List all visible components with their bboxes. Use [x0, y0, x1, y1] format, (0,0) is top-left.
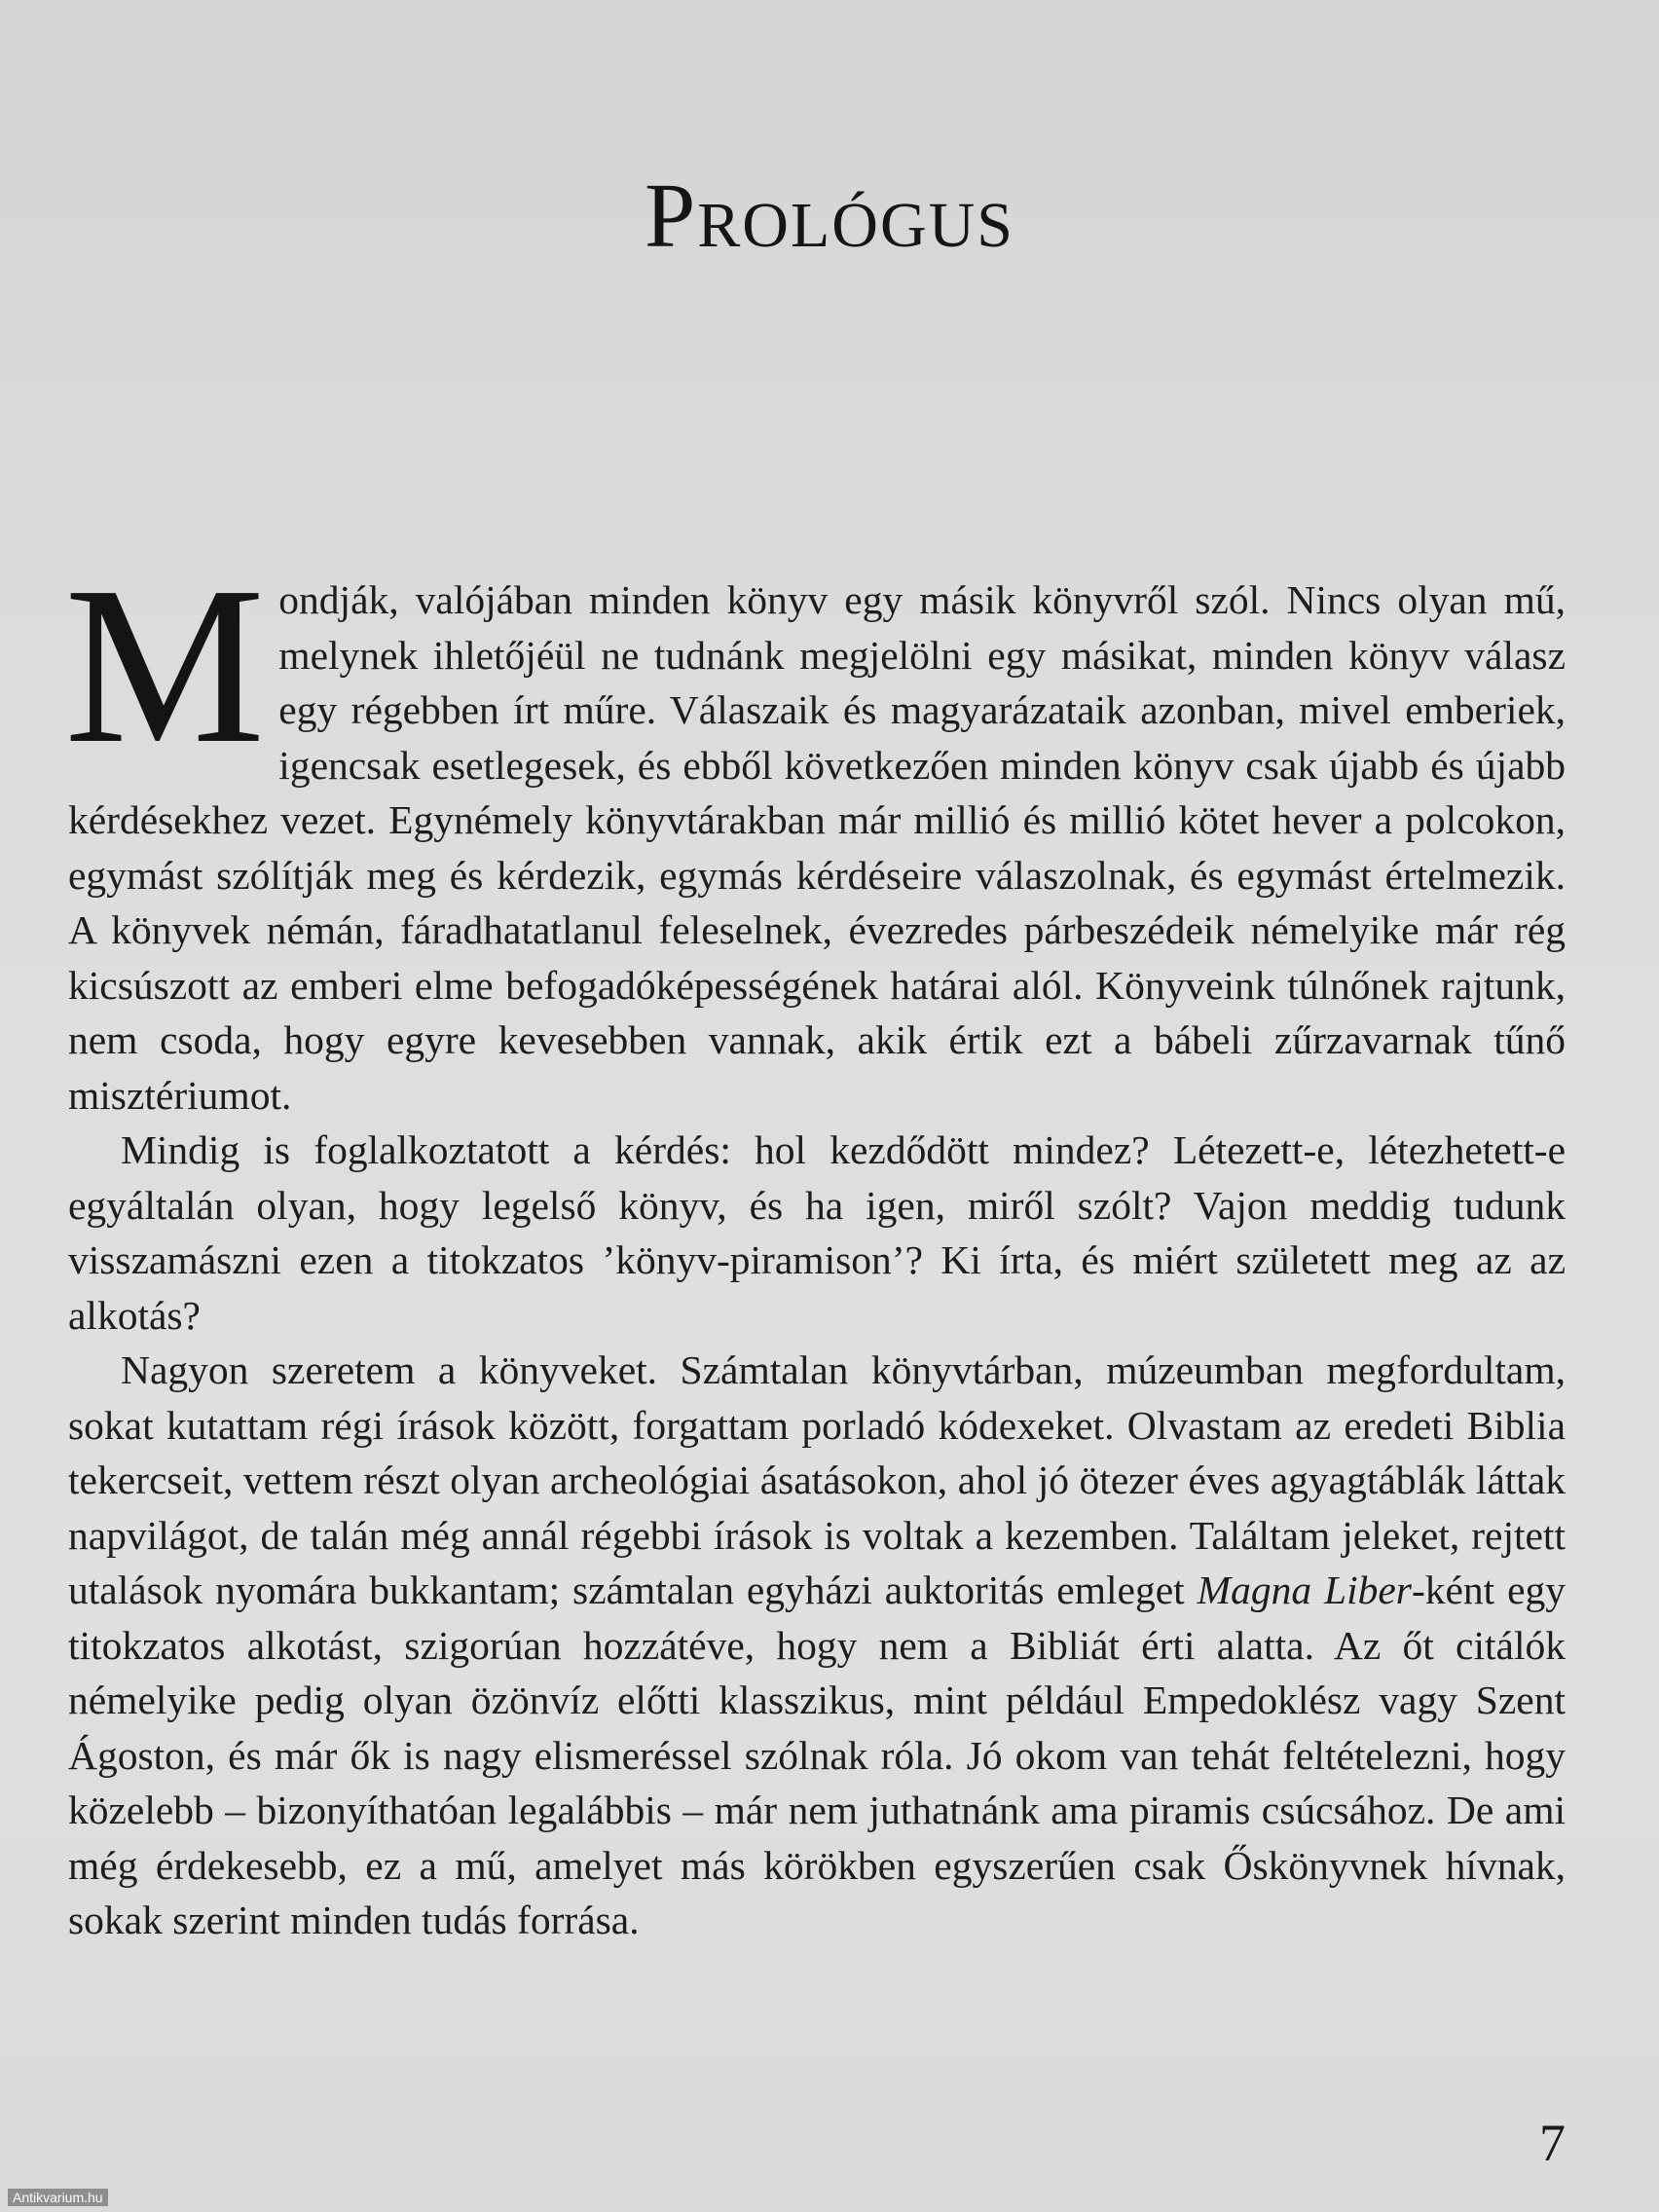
- page-number: 7: [1539, 2114, 1566, 2172]
- body-text: [64, 540, 1567, 1948]
- watermark: Antikvarium.hu: [8, 2189, 108, 2206]
- drop-cap: M: [64, 540, 266, 791]
- paragraph-3-text-a: Nagyon szeretem a könyveket. Számtalan könyvtárban, múzeumban megfordultam, sokat kutattam régi írások között, forgattam porladó kódexeket. Olvastam az eredeti Biblia tekercseit, vettem részt olyan archeológiai ásatásokon, ahol jó ötezer éves agyagtáblák láttak napvilágot, de talán még annál régebbi írások is voltak a kezemben. Találtam jeleket, rejtett utalások nyomára bukkantam; számtalan egyházi auktoritás emleget: [68, 1347, 1566, 1612]
- paragraph-3: [68, 1343, 1566, 1948]
- paragraph-1-text: ondják, valójában minden könyv egy másik könyvről szól. Nincs olyan mű, melynek ihletőjéül ne tudnánk megjelölni egy másikat, minden könyv válasz egy régebben írt műre. Válaszaik és magyarázataik azonban, mivel emberiek, igencsak esetlegesek, és ebből következően minden könyv csak újabb és újabb kérdésekhez vezet. Egynémely könyvtárakban már millió és millió kötet hever a polcokon, egymást szólítják meg és kérdezik, egymás kérdéseire válaszolnak, és egymást értelmezik. A könyvek némán, fáradhatatlanul feleselnek, évezredes párbeszédeik némelyike már rég kicsúszott az emberi elme befogadóképességének határai alól. Könyveink túlnőnek rajtunk, nem csoda, hogy egyre kevesebben vannak, akik értik ezt a bábeli zűrzavarnak tűnő misztériumot.: [68, 577, 1566, 1118]
- paragraph-2: Mindig is foglalkoztatott a kérdés: hol kezdődött mindez? Létezett-e, létezhetett-e egyáltalán olyan, hogy legelső könyv, és ha igen, miről szólt? Vajon meddig tudunk visszamászni ezen a titokzatos ’könyv-piramison’? Ki írta, és miért született meg az az alkotás?: [68, 1127, 1566, 1338]
- magna-liber-italic: Magna Liber: [1197, 1567, 1412, 1612]
- paragraph-1: [64, 540, 1566, 1123]
- page-title: Prológus: [645, 166, 1014, 267]
- paragraph-3-text-b: -ként egy titokzatos alkotást, szigorúan hozzátéve, hogy nem a Bibliát érti alatta. Az őt citálók némelyike pedig olyan özönvíz előtti klasszikus, mint például Empedoklész vagy Szent Ágoston, és már ők is nagy elismeréssel szólnak róla. Jó okom van tehát feltételezni, hogy közelebb – bizonyíthatóan legalábbis – már nem juthatnánk ama piramis csúcsához. De ami még érdekesebb, ez a mű, amelyet más körökben egyszerűen csak Őskönyvnek hívnak, sokak szerint minden tudás forrása.: [68, 1567, 1567, 1942]
